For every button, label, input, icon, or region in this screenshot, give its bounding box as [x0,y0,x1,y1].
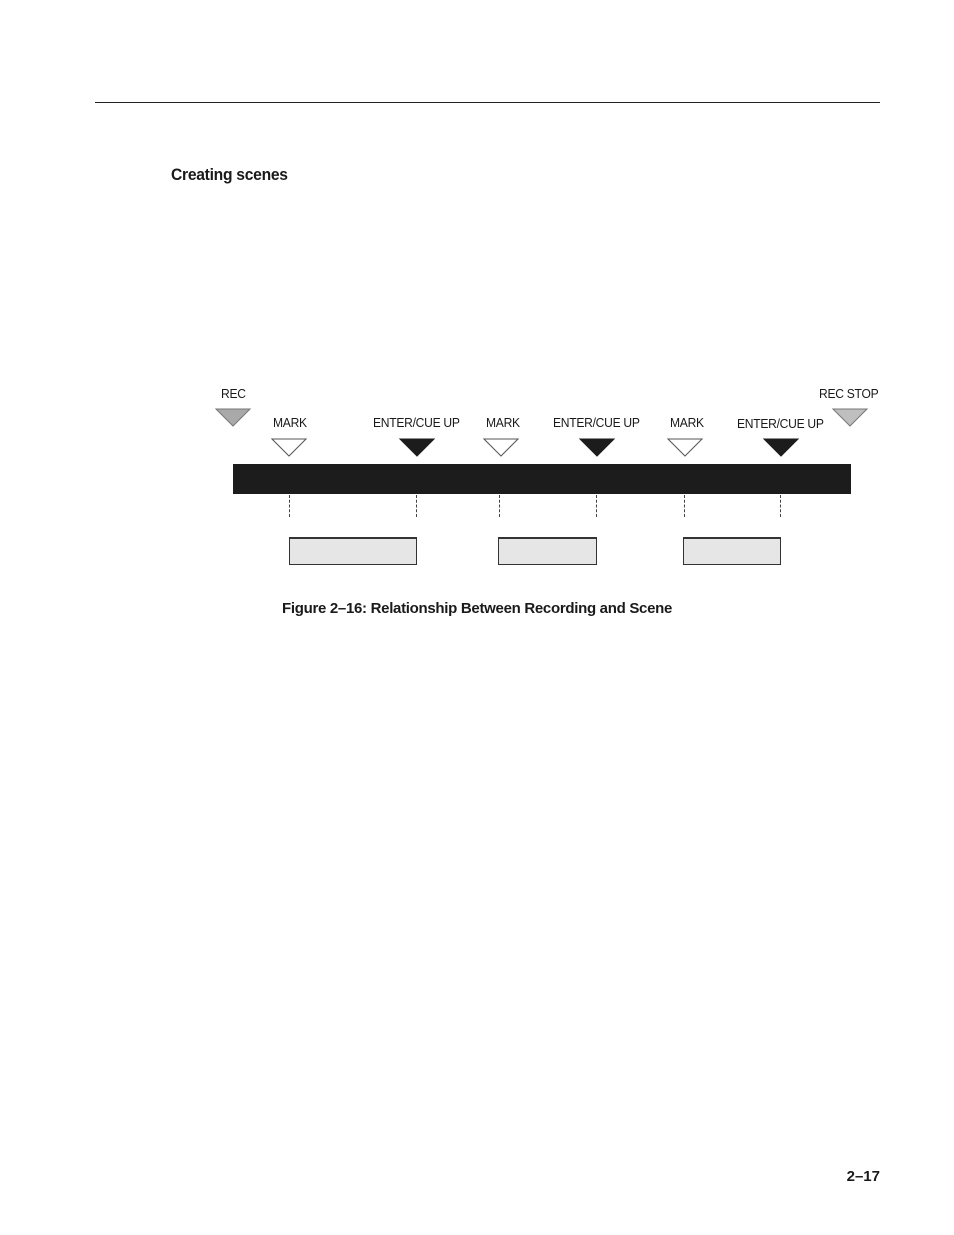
mark-marker-icon-2 [483,438,519,457]
scene-block-3 [683,537,781,565]
mark-tick-1 [289,495,290,517]
mark-tick-3 [684,495,685,517]
enter-cue-up-label-3: ENTER/CUE UP [737,416,824,431]
rec-marker-icon [215,408,251,427]
enter-tick-1 [416,495,417,517]
enter-tick-2 [596,495,597,517]
enter-cue-up-marker-icon-1 [399,438,435,457]
mark-marker-icon-1 [271,438,307,457]
enter-cue-up-label-1: ENTER/CUE UP [373,415,460,430]
rec-label: REC [221,386,246,401]
recording-tape-bar [233,464,851,494]
rec-stop-label: REC STOP [819,386,879,401]
enter-cue-up-marker-icon-3 [763,438,799,457]
mark-marker-icon-3 [667,438,703,457]
mark-tick-2 [499,495,500,517]
figure-caption: Figure 2–16: Relationship Between Recording and Scene [281,600,673,617]
section-heading: Creating scenes [171,165,288,184]
mark-label-2: MARK [486,415,520,430]
enter-cue-up-label-2: ENTER/CUE UP [553,415,640,430]
mark-label-1: MARK [273,415,307,430]
enter-cue-up-marker-icon-2 [579,438,615,457]
page-number: 2–17 [846,1168,880,1185]
mark-label-3: MARK [670,415,704,430]
rec-stop-marker-icon [832,408,868,427]
scene-block-2 [498,537,597,565]
scene-block-1 [289,537,417,565]
enter-tick-3 [780,495,781,517]
